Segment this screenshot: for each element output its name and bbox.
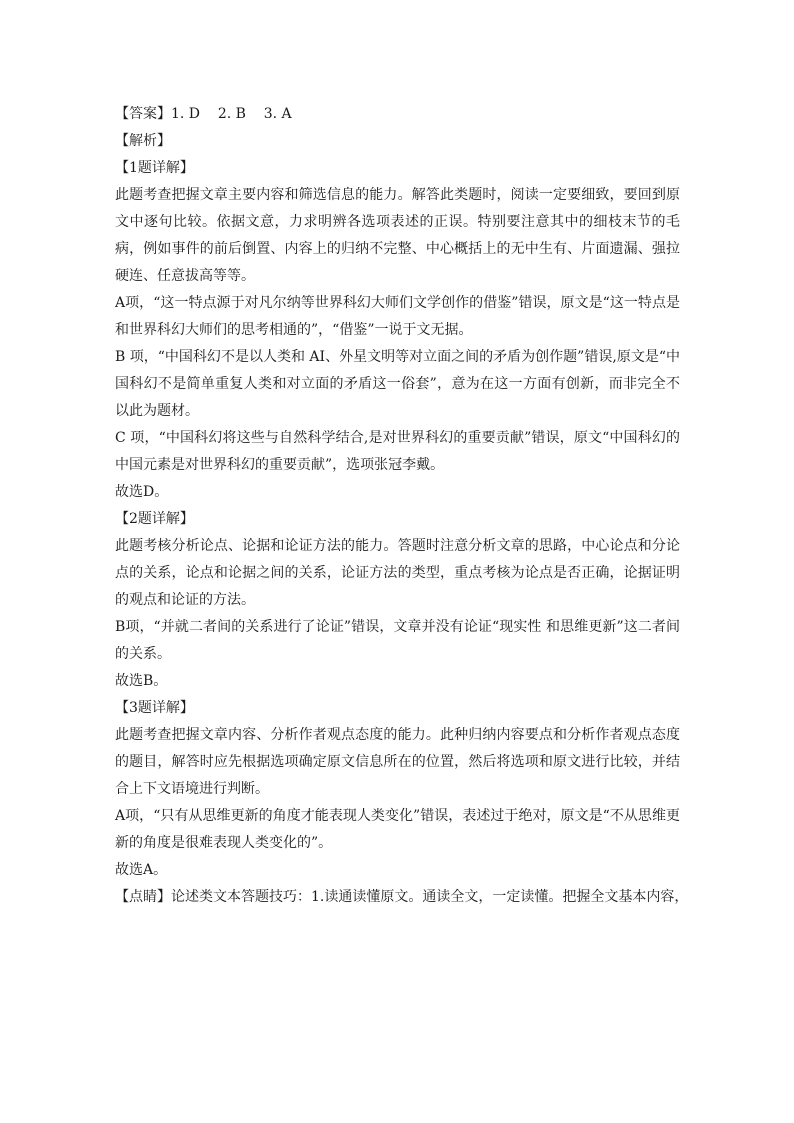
tip-text: 论述类文本答题技巧：1.读通读懂原文。通读全文，一定读懂。把握全文基本内容， [171,889,689,905]
answer-label: 【答案】 [115,106,171,122]
q2-option-b: B项，“并就二者间的关系进行了论证”错误，文章并没有论证“现实性 和思维更新”这二者间的关系。 [115,619,680,662]
analysis-label: 【解析】 [115,133,171,149]
q1-heading: 【1题详解】 [115,160,194,176]
q1-option-a: A项，“这一特点源于对凡尔纳等世界科幻大师们文学创作的借鉴”错误，原文是“这一特点是和世界科幻大师们的思考相通的”，“借鉴”一说于文无据。 [115,295,680,338]
tip-label: 【点睛】 [115,889,171,905]
q2-intro: 此题考核分析论点、论据和论证方法的能力。答题时注意分析文章的思路，中心论点和分论点的关系，论点和论据之间的关系，论证方法的类型，重点考核为论点是否正确，论据证明的观点和论证的方法。 [115,538,680,608]
q1-option-c: C 项，“中国科幻将这些与自然科学结合,是对世界科幻的重要贡献”错误，原文“中国科幻的中国元素是对世界科幻的重要贡献”，选项张冠李戴。 [115,430,680,473]
answer-text: 1. D 2. B 3. A [171,106,292,122]
q1-intro: 此题考查把握文章主要内容和筛选信息的能力。解答此类题时，阅读一定要细致，要回到原文中逐句比较。依据文意，力求明辨各选项表述的正误。特别要注意其中的细枝末节的毛病，例如事件的前后倒置、内容上的归纳不完整、中心概括上的无中生有、片面遗漏、强拉硬连、任意拔高等等。 [115,187,680,284]
q2-heading: 【2题详解】 [115,511,194,527]
answer-line [115,101,680,128]
q1-conclusion: 故选D。 [115,484,169,500]
q2-conclusion: 故选B。 [115,673,168,689]
q3-option-a: A项，“只有从思维更新的角度才能表现人类变化”错误，表述过于绝对，原文是“不从思维更新的角度是很难表现人类变化的”。 [115,808,680,851]
q1-option-b: B 项，“中国科幻不是以人类和 AI、外星文明等对立面之间的矛盾为创作题”错误,原文是“中国科幻不是简单重复人类和对立面的矛盾这一俗套”，意为在这一方面有创新，而非完全不以此为题材。 [115,349,680,419]
q3-intro: 此题考查把握文章内容、分析作者观点态度的能力。此种归纳内容要点和分析作者观点态度的题目，解答时应先根据选项确定原文信息所在的位置，然后将选项和原文进行比较，并结合上下文语境进行判断。 [115,727,680,797]
q3-heading: 【3题详解】 [115,700,194,716]
answer-analysis [115,101,689,911]
tip-line [115,884,689,911]
q3-conclusion: 故选A。 [115,862,168,878]
